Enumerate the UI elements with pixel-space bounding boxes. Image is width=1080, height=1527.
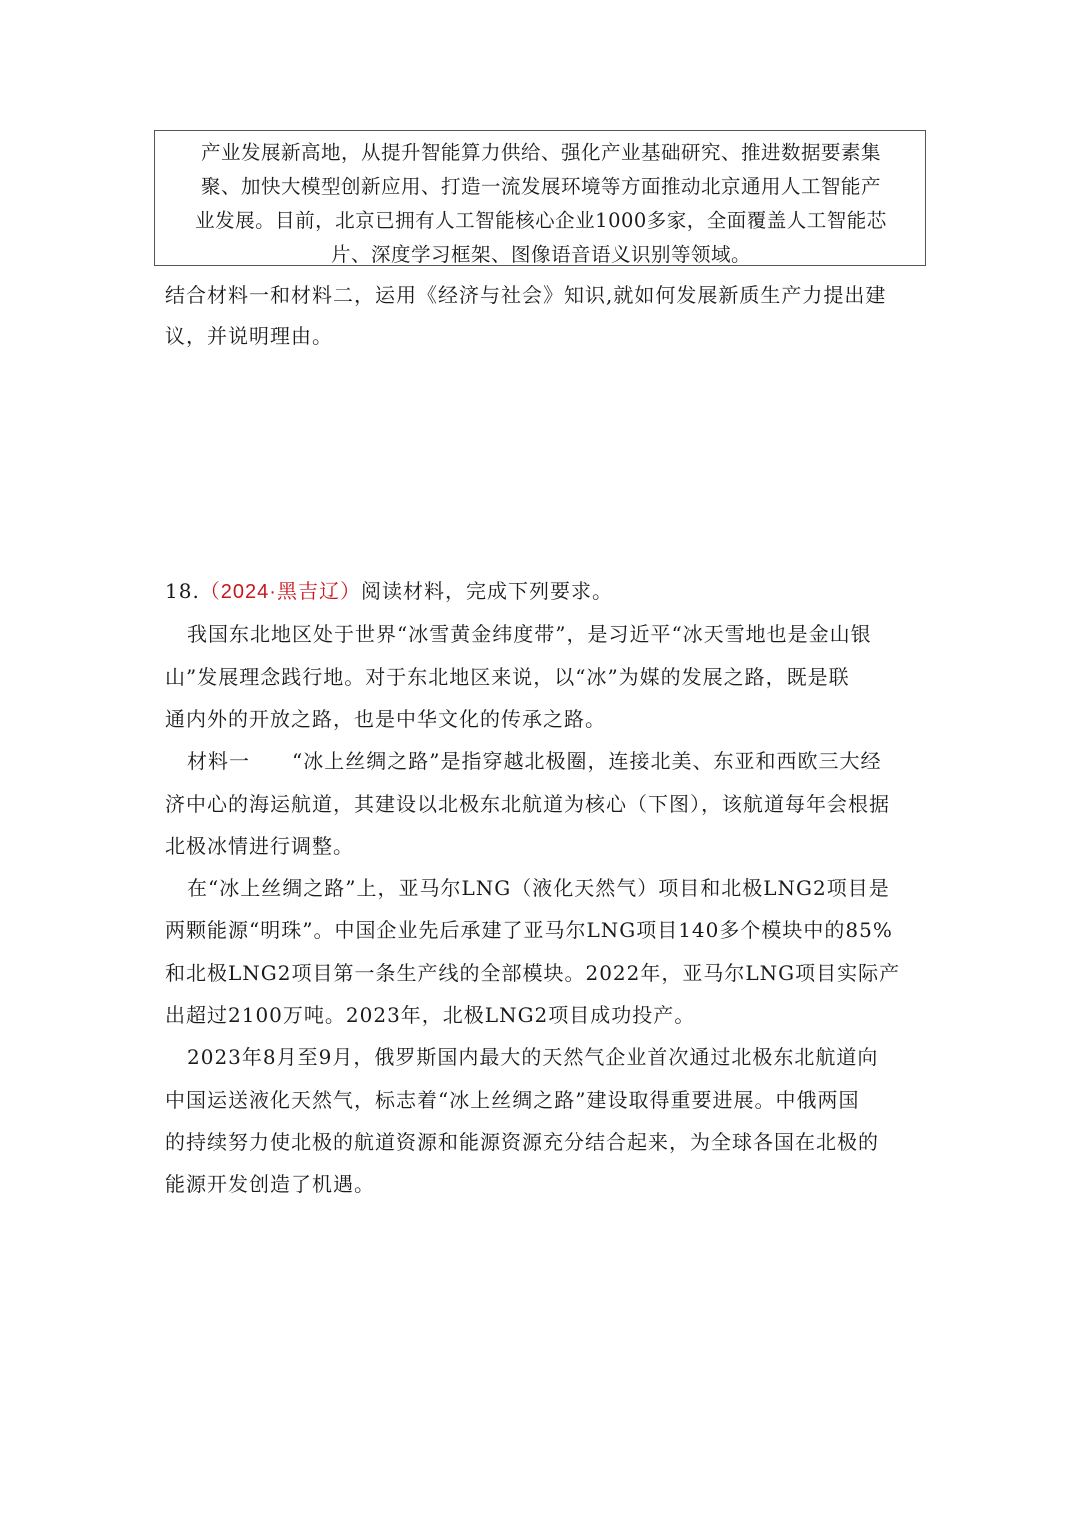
question-17-prompt-line: 议，并说明理由。 [165,324,333,348]
material-box [154,130,926,266]
intro-line: 我国东北地区处于世界“冰雪黄金纬度带”，是习近平“冰天雪地也是金山银 [187,622,872,646]
question-source-tag: （2024·黑吉辽） [199,581,361,603]
paragraph-3-line: 2023年8月至9月，俄罗斯国内最大的天然气企业首次通过北极东北航道向 [187,1045,879,1069]
intro-line: 山”发展理念践行地。对于东北地区来说，以“冰”为媒的发展之路，既是联 [165,665,850,689]
paragraph-2-line: 在“冰上丝绸之路”上，亚马尔LNG（液化天然气）项目和北极LNG2项目是 [187,876,890,900]
material-1-line: 北极冰情进行调整。 [165,834,354,858]
material-box-line: 产业发展新高地，从提升智能算力供给、强化产业基础研究、推进数据要素集 [200,141,881,164]
intro-line: 通内外的开放之路，也是中华文化的传承之路。 [165,707,606,731]
paragraph-2-line: 出超过2100万吨。2023年，北极LNG2项目成功投产。 [165,1003,696,1027]
material-1-line: 材料一 “冰上丝绸之路”是指穿越北极圈，连接北美、东亚和西欧三大经 [187,749,882,773]
paragraph-2-line: 和北极LNG2项目第一条生产线的全部模块。2022年，亚马尔LNG项目实际产 [165,961,901,985]
material-box-line: 片、深度学习框架、图像语音语义识别等领域。 [330,243,751,266]
paragraph-3-line: 的持续努力使北极的航道资源和能源资源充分结合起来，为全球各国在北极的 [165,1130,879,1154]
material-box-line: 业发展。目前，北京已拥有人工智能核心企业1000多家，全面覆盖人工智能芯 [195,209,887,232]
question-instruction: 阅读材料，完成下列要求。 [360,579,613,603]
question-17-prompt-line: 结合材料一和材料二，运用《经济与社会》知识,就如何发展新质生产力提出建 [165,283,887,307]
question-18-heading [165,575,613,604]
paragraph-3-line: 能源开发创造了机遇。 [165,1172,375,1196]
material-box-line: 聚、加快大模型创新应用、打造一流发展环境等方面推动北京通用人工智能产 [200,175,881,198]
paragraph-2-line: 两颗能源“明珠”。中国企业先后承建了亚马尔LNG项目140多个模块中的85% [165,918,893,942]
question-number: 18. [165,579,200,603]
material-1-line: 济中心的海运航道，其建设以北极东北航道为核心（下图），该航道每年会根据 [165,792,890,816]
paragraph-3-line: 中国运送液化天然气，标志着“冰上丝绸之路”建设取得重要进展。中俄两国 [165,1088,860,1112]
